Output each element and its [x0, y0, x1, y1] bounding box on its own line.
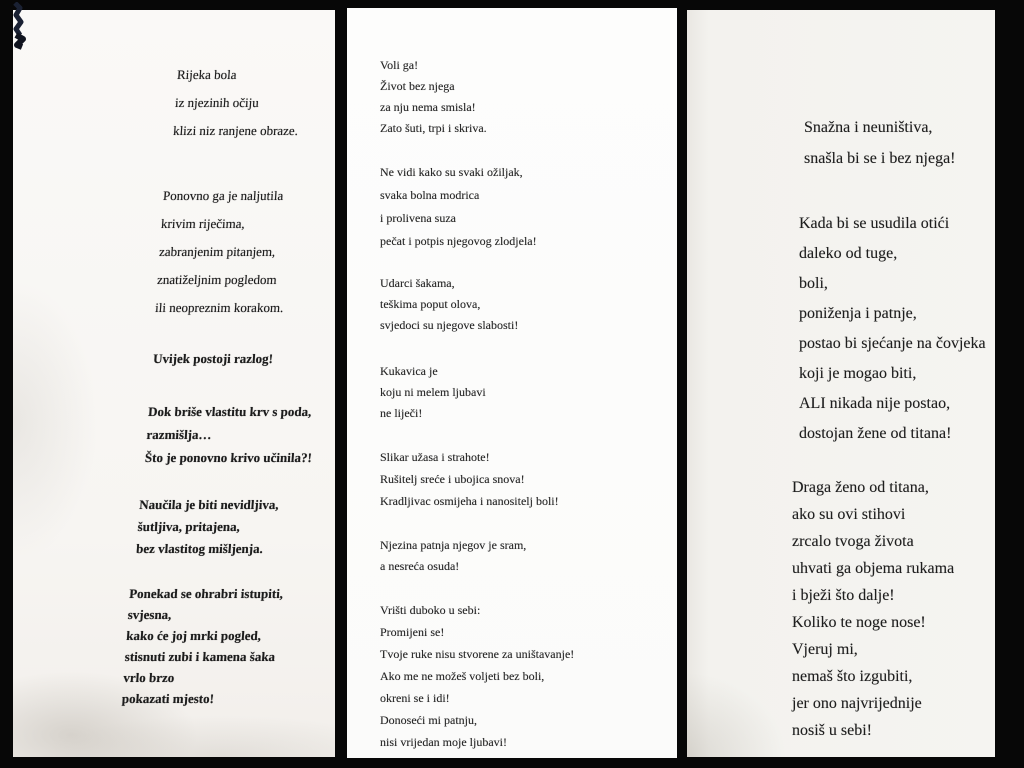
poem-line: koji je mogao biti, — [799, 365, 917, 382]
poem-line: Kukavica je — [380, 364, 438, 378]
stanza — [172, 61, 303, 145]
poem-line: ili neopreznim korakom. — [154, 300, 284, 315]
poem-line: teškima poput olova, — [380, 297, 481, 311]
poem-line: Rijeka bola — [176, 67, 238, 82]
scanned-page-3 — [687, 10, 995, 757]
poem-line: Promijeni se! — [380, 625, 445, 639]
poem-line: a nesreća osuda! — [380, 559, 460, 573]
poem-line: iz njezinih očiju — [174, 95, 260, 110]
poem-line: svaka bolna modrica — [380, 188, 480, 202]
poem-line: ako su ovi stihovi — [792, 506, 906, 523]
poem-line: stisnuti zubi i kamena šaka — [124, 649, 276, 664]
poem-line: za nju nema smisla! — [380, 100, 476, 114]
poem-line: kako će joj mrki pogled, — [125, 628, 262, 643]
poem-line: zabranjenim pitanjem, — [158, 244, 276, 259]
scanned-page-1 — [13, 10, 335, 757]
poem-line: nisi vrijedan moje ljubavi! — [380, 735, 507, 749]
poem-line: snašla bi se i bez njega! — [804, 150, 956, 167]
poem-line: uhvati ga objema rukama — [792, 560, 955, 577]
poem-line: Vjeruj mi, — [792, 641, 858, 658]
poem-line: bez vlastitog mišljenja. — [135, 541, 264, 556]
poem-line: Njezina patnja njegov je sram, — [380, 538, 527, 552]
poem-line: Udarci šakama, — [380, 276, 455, 290]
poem-line: i prolivena suza — [380, 211, 456, 225]
poem-line: Zato šuti, trpi i skriva. — [380, 121, 487, 135]
poem-line: svjedoci su njegove slabosti! — [380, 318, 519, 332]
poem-line: nosiš u sebi! — [792, 722, 872, 739]
poem-line: dostojan žene od titana! — [799, 425, 952, 442]
poem-line: znatiželjnim pogledom — [156, 272, 278, 287]
poem-line: ALI nikada nije postao, — [799, 395, 951, 412]
stanza — [380, 361, 486, 424]
stanza — [380, 161, 537, 253]
stanza — [380, 535, 526, 577]
poem-line: ne liječi! — [380, 406, 423, 420]
poem-line: Kada bi se usudila otići — [799, 215, 950, 232]
poem-line: šutljiva, pritajena, — [137, 519, 241, 534]
stanza — [804, 112, 956, 174]
poem-line: Tvoje ruke nisu stvorene za uništavanje! — [380, 647, 575, 661]
poem-line: jer ono najvrijednije — [792, 695, 922, 712]
poem-line: krivim riječima, — [160, 216, 246, 231]
poem-line: Kradljivac osmijeha i nanositelj boli! — [380, 494, 559, 508]
stanza — [121, 583, 284, 709]
stanza — [380, 599, 574, 753]
stanza — [792, 474, 954, 744]
poem-line: Život bez njega — [380, 79, 455, 93]
poem-line: svjesna, — [127, 607, 173, 622]
scanned-page-2 — [347, 8, 677, 758]
poem-line: Snažna i neuništiva, — [804, 119, 933, 136]
poem-line: Vrišti duboko u sebi: — [380, 603, 481, 617]
poem-line: pečat i potpis njegovog zlodjela! — [380, 234, 537, 248]
stanza — [380, 446, 559, 512]
poem-line: Ponovno ga je naljutila — [162, 188, 284, 203]
poem-line: Naučila je biti nevidljiva, — [138, 497, 280, 512]
poem-line: zrcalo tvoga života — [792, 533, 914, 550]
poem-line: Ne vidi kako su svaki ožiljak, — [380, 165, 523, 179]
poem-line: boli, — [799, 275, 828, 292]
poem-line: Rušitelj sreće i ubojica snova! — [380, 472, 525, 486]
poem-line: Uvijek postoji razlog! — [152, 351, 274, 366]
poem-line: vrlo brzo — [122, 670, 175, 685]
poem-line: postao bi sjećanje na čovjeka — [799, 335, 986, 352]
poem-line: razmišlja… — [146, 427, 213, 442]
poem-line: Koliko te noge nose! — [792, 614, 926, 631]
poem-line: daleko od tuge, — [799, 245, 898, 262]
stanza — [799, 209, 986, 449]
poem-line: Ako me ne možeš voljeti bez boli, — [380, 669, 545, 683]
poem-line: Dok briše vlastitu krv s poda, — [147, 404, 312, 419]
stanza — [380, 273, 518, 336]
poem-line: Draga ženo od titana, — [792, 479, 929, 496]
poem-line: pokazati mjesto! — [121, 691, 215, 706]
stanza — [144, 400, 316, 469]
stanza — [380, 55, 487, 139]
stanza — [135, 494, 279, 560]
stanza — [154, 182, 292, 322]
poem-line: poniženja i patnje, — [799, 305, 917, 322]
stanza — [152, 347, 274, 371]
poem-line: okreni se i idi! — [380, 691, 450, 705]
poem-line: nemaš što izgubiti, — [792, 668, 913, 685]
poem-line: Što je ponovno krivo učinila?! — [144, 450, 313, 465]
poem-line: Voli ga! — [380, 58, 419, 72]
poem-line: i bježi što dalje! — [792, 587, 895, 604]
poem-line: klizi niz ranjene obraze. — [172, 123, 299, 138]
poem-line: Ponekad se ohrabri istupiti, — [128, 586, 284, 601]
poem-line: koju ni melem ljubavi — [380, 385, 486, 399]
binding-mark — [7, 2, 29, 54]
poem-line: Donoseći mi patnju, — [380, 713, 477, 727]
poem-line: Slikar užasa i strahote! — [380, 450, 490, 464]
